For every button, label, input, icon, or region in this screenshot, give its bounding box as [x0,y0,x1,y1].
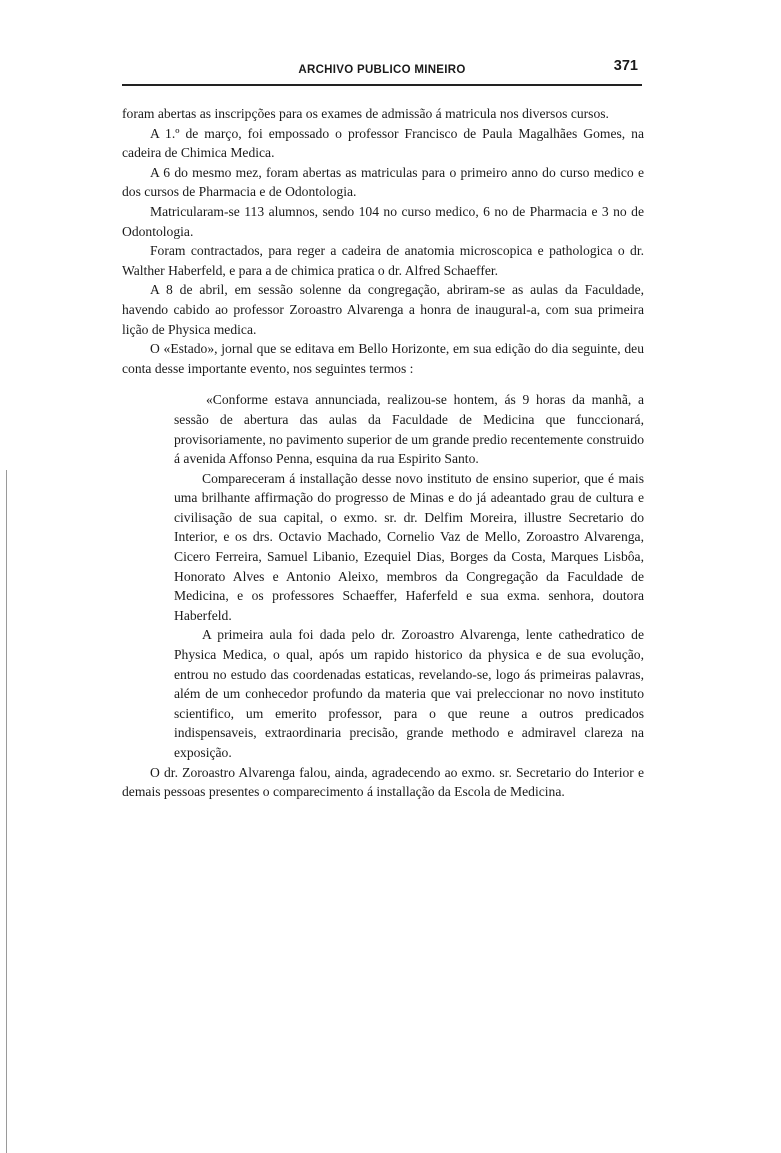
newspaper-quote [174,390,644,762]
paragraph: Foram contractados, para reger a cadeira de anatomia microscopica e pathologica o dr. Walther Haberfeld, e para a de chimica pratica o dr. Alfred Schaeffer. [122,243,644,278]
running-title: ARCHIVO PUBLICO MINEIRO [298,64,466,76]
paragraph: O «Estado», jornal que se editava em Bello Horizonte, em sua edição do dia seguinte, deu conta desse importante evento, nos seguintes termos : [122,341,644,376]
page-header [122,58,642,86]
page-number: 371 [613,58,638,74]
body-text [122,104,644,802]
quote-paragraph: A primeira aula foi dada pelo dr. Zoroastro Alvarenga, lente cathedratico de Physica Medica, o qual, após um rapido historico da physica e de sua evolução, entrou no estudo das coordenadas estaticas, revelando-se, logo ás primeiras palavras, além de um conhecedor profundo da materia que vai preleccionar no novo instituto scientifico, um emerito professor, para o que reune a outros predicados indispensaveis, extraordinaria precisão, grande methodo e admiravel clareza na exposição. [174,627,644,760]
paragraph: Matricularam-se 113 alumnos, sendo 104 no curso medico, 6 no de Pharmacia e 3 no de Odontologia. [122,203,644,239]
scan-margin-line [6,470,7,1153]
paragraph: A 1.º de março, foi empossado o professor Francisco de Paula Magalhães Gomes, na cadeira de Chimica Medica. [122,125,644,161]
paragraph: A 8 de abril, em sessão solenne da congregação, abriram-se as aulas da Faculdade, havendo cabido ao professor Zoroastro Alvarenga a honra de inaugural-a, com sua primeira lição de Physica medica. [122,282,644,337]
closing-paragraph: O dr. Zoroastro Alvarenga falou, ainda, agradecendo ao exmo. sr. Secretario do Interior e demais pessoas presentes o comparecimento á installação da Escola de Medicina. [122,764,644,800]
quote-paragraph: Compareceram á installação desse novo instituto de ensino superior, que é mais uma brilhante affirmação do progresso de Minas e do já adeantado grau de cultura e civilisação de sua capital, o exmo. sr. dr. Delfim Moreira, illustre Secretario do Interior, e os drs. Octavio Machado, Cornelio Vaz de Mello, Zoroastro Alvarenga, Cicero Ferreira, Samuel Libanio, Ezequiel Dias, Borges da Costa, Marques Lisbôa, Honorato Alves e Antonio Aleixo, membros da Congregação da Faculdade de Medicina, e os professores Schaeffer, Haferfeld e sua exma. senhora, doutora Haberfeld. [174,470,644,623]
paragraph: A 6 do mesmo mez, foram abertas as matriculas para o primeiro anno do curso medico e dos cursos de Pharmacia e de Odontologia. [122,164,644,200]
paragraph: foram abertas as inscripções para os exames de admissão á matricula nos diversos cursos. [122,106,609,121]
quote-paragraph: «Conforme estava annunciada, realizou-se hontem, ás 9 horas da manhã, a sessão de abertura das aulas da Faculdade de Medicina que funccionará, provisoriamente, no pavimento superior de um grande predio recentemente construido á avenida Affonso Penna, esquina da rua Espirito Santo. [174,392,644,467]
